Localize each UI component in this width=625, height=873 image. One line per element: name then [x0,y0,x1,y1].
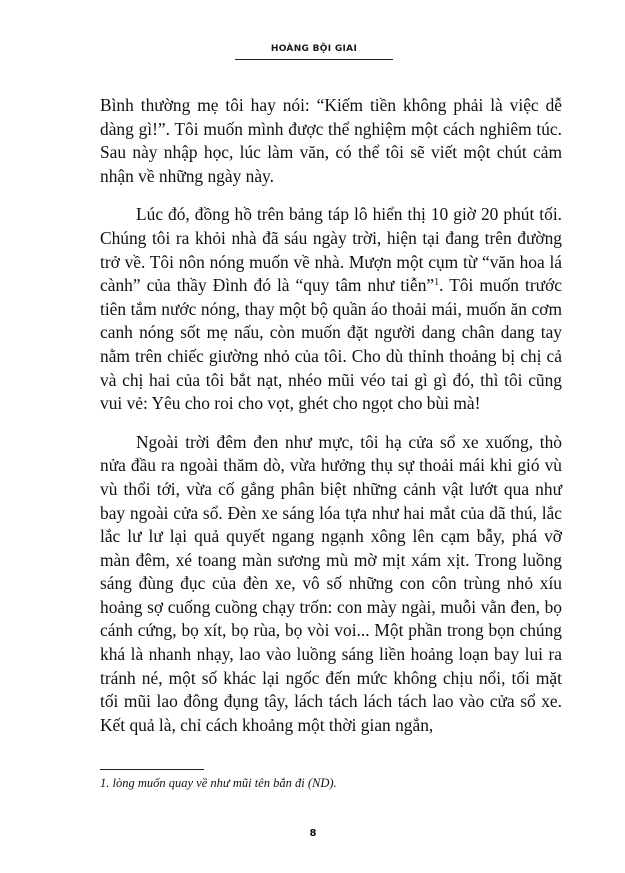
header-rule [235,59,393,60]
footnote: 1. lòng muốn quay về như mũi tên bắn đi (ND). [100,776,337,790]
paragraph-2-part-2: . Tôi muốn trước tiên tắm nước nóng, thay một bộ quần áo thoải mái, muốn ăn cơm canh nóng sốt mẹ nấu, còn muốn đặt người dang chân dang tay nằm trên chiếc giường nhỏ của tôi. Cho dù thỉnh thoảng bị chị cả và chị hai của tôi bắt nạt, nhéo mũi véo tai gì gì đó, thì tôi cũng vui vẻ: Yêu cho roi cho vọt, ghét cho ngọt cho bùi mà! [100,275,562,414]
running-header: HOÀNG BỘI GIAI [270,44,358,54]
page-number: 8 [309,828,317,839]
paragraph-2-part-1: Lúc đó, đồng hồ trên bảng táp lô hiển thị 10 giờ 20 phút tối. Chúng tôi ra khỏi nhà đã sáu ngày trời, hiện tại đang trên đường trở về. Tôi nôn nóng muốn về nhà. Mượn một cụm từ “văn hoa lá cành” của thầy Đình đó là “quy tâm như tiễn” [100,204,562,296]
footnote-marker: 1 [434,277,440,289]
body-text [100,94,562,737]
paragraph-3: Ngoài trời đêm đen như mực, tôi hạ cửa sổ xe xuống, thò nửa đầu ra ngoài thăm dò, vừa hưởng thụ sự thoải mái khi gió vù vù thổi tới, vừa cố gắng phân biệt những cảnh vật lướt qua như bay ngoài cửa sổ. Đèn xe sáng lóa tựa như hai mắt của dã thú, lắc lắc lư lư lại quả quyết ngang ngạnh xông lên cạm bẫy, phá vỡ màn đêm, xé toang màn sương mù mờ mịt xám xịt. Trong luồng sáng đùng đục của đèn xe, vô số những con côn trùng nhỏ xíu hoảng sợ cuống cuồng chạy trốn: con mày ngài, muỗi vằn đen, bọ cánh cứng, bọ xít, bọ rùa, bọ vòi voi... Một phần trong bọn chúng khá là nhanh nhạy, lao vào luồng sáng liền hoảng loạn bay lui ra tránh né, một số khác lại ngốc đến mức không chịu nổi, tối mặt tối mũi lao đông đụng tây, lách tách lách tách lao vào cửa sổ xe. Kết quả là, chỉ cách khoảng một thời gian ngắn, [100,431,562,735]
paragraph-1: Bình thường mẹ tôi hay nói: “Kiếm tiền không phải là việc dễ dàng gì!”. Tôi muốn mình được thể nghiệm một cách nghiêm túc. Sau này nhập học, lúc làm văn, có thể tôi sẽ viết một chút cảm nhận về những ngày này. [100,95,562,186]
footnote-rule [100,769,204,770]
paragraph-2 [100,203,562,415]
